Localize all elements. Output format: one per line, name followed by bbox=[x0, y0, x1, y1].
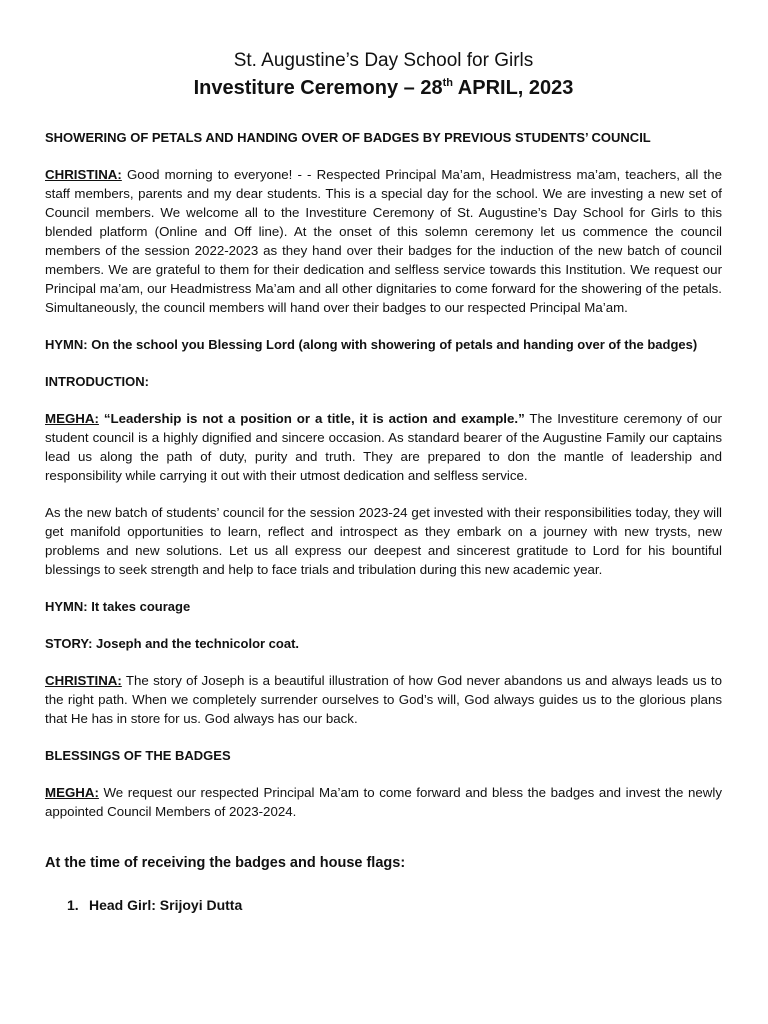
paragraph-text: We request our respected Principal Ma’am to come forward and bless the badges and invest the newly appointed Council Members of 2023-2024. bbox=[45, 785, 722, 819]
paragraph-text: The story of Joseph is a beautiful illustration of how God never abandons us and always leads us to the right path. When we completely surrender ourselves to God’s will, God always guides us to the glorious plans that He has in store for us. God always has our back. bbox=[45, 673, 722, 726]
paragraph-text: Good morning to everyone! - - Respected Principal Ma’am, Headmistress ma’am, teachers, all the staff members, parents and my dear students. This is a special day for the school. We are investing a new set of Council members. We welcome all to the Investiture Ceremony of St. Augustine’s Day School for Girls to this blended platform (Online and Off line). At the onset of this solemn ceremony let us commence the council members of the session 2022-2023 as they hand over their badges for the induction of the new batch of council members. We are grateful to them for their dedication and selfless service towards this Institution. We request our Principal ma’am, our Headmistress Ma’am and all other dignitaries to come forward for the showering of the petals. Simultaneously, the council members will hand over their badges to our respected Principal Ma’am. bbox=[45, 167, 722, 315]
speaker-label: CHRISTINA: bbox=[45, 167, 122, 182]
ceremony-title-date: APRIL, 2023 bbox=[452, 77, 574, 99]
speaker-label: MEGHA: bbox=[45, 785, 99, 800]
section-heading-badges: At the time of receiving the badges and house flags: bbox=[45, 855, 406, 871]
list-item bbox=[45, 895, 722, 915]
ceremony-title-ordinal: th bbox=[442, 77, 453, 89]
section-heading-blessings: BLESSINGS OF THE BADGES bbox=[45, 748, 231, 763]
list-item-text: Head Girl: Srijoyi Dutta bbox=[89, 897, 243, 913]
hymn-heading-2: HYMN: It takes courage bbox=[45, 599, 191, 614]
story-heading: STORY: Joseph and the technicolor coat. bbox=[45, 636, 300, 651]
paragraph-megha-blessing bbox=[45, 783, 722, 821]
paragraph-new-batch: As the new batch of students’ council for the session 2023-24 get invested with their responsibilities today, they will get manifold opportunities to learn, reflect and introspect as they embark on a journey with new trysts, new problems and new solutions. Let us all express our deepest and sincerest gratitude to Lord for his bountiful blessings to seek strength and help to face trials and tribulation during this new academic year. bbox=[45, 505, 722, 577]
leadership-quote: “Leadership is not a position or a title, it is action and example.” bbox=[98, 411, 525, 426]
paragraph-megha-intro bbox=[45, 409, 722, 485]
paragraph-christina-story bbox=[45, 671, 722, 728]
council-list bbox=[45, 895, 722, 915]
school-title: St. Augustine’s Day School for Girls bbox=[233, 50, 534, 71]
hymn-heading-1: HYMN: On the school you Blessing Lord (along with showering of petals and handing over of the badges) bbox=[45, 337, 698, 352]
list-item-number: 1. bbox=[67, 897, 79, 913]
speaker-label: MEGHA: bbox=[45, 411, 99, 426]
paragraph-text: The Investiture ceremony of our student council is a highly dignified and sincere occasion. As standard bearer of the Augustine Family our captains lead us along the path of duty, purity and truth. They are prepared to don the mantle of leadership and responsibility while carrying it out with their utmost dedication and selfless service. bbox=[45, 411, 722, 483]
paragraph-christina-welcome bbox=[45, 165, 722, 317]
speaker-label: CHRISTINA: bbox=[45, 673, 122, 688]
ceremony-title-main: Investiture Ceremony – 28 bbox=[193, 77, 443, 99]
section-heading-introduction: INTRODUCTION: bbox=[45, 374, 149, 389]
ceremony-title bbox=[45, 74, 722, 102]
section-heading-petals: SHOWERING OF PETALS AND HANDING OVER OF BADGES BY PREVIOUS STUDENTS’ COUNCIL bbox=[45, 130, 651, 145]
